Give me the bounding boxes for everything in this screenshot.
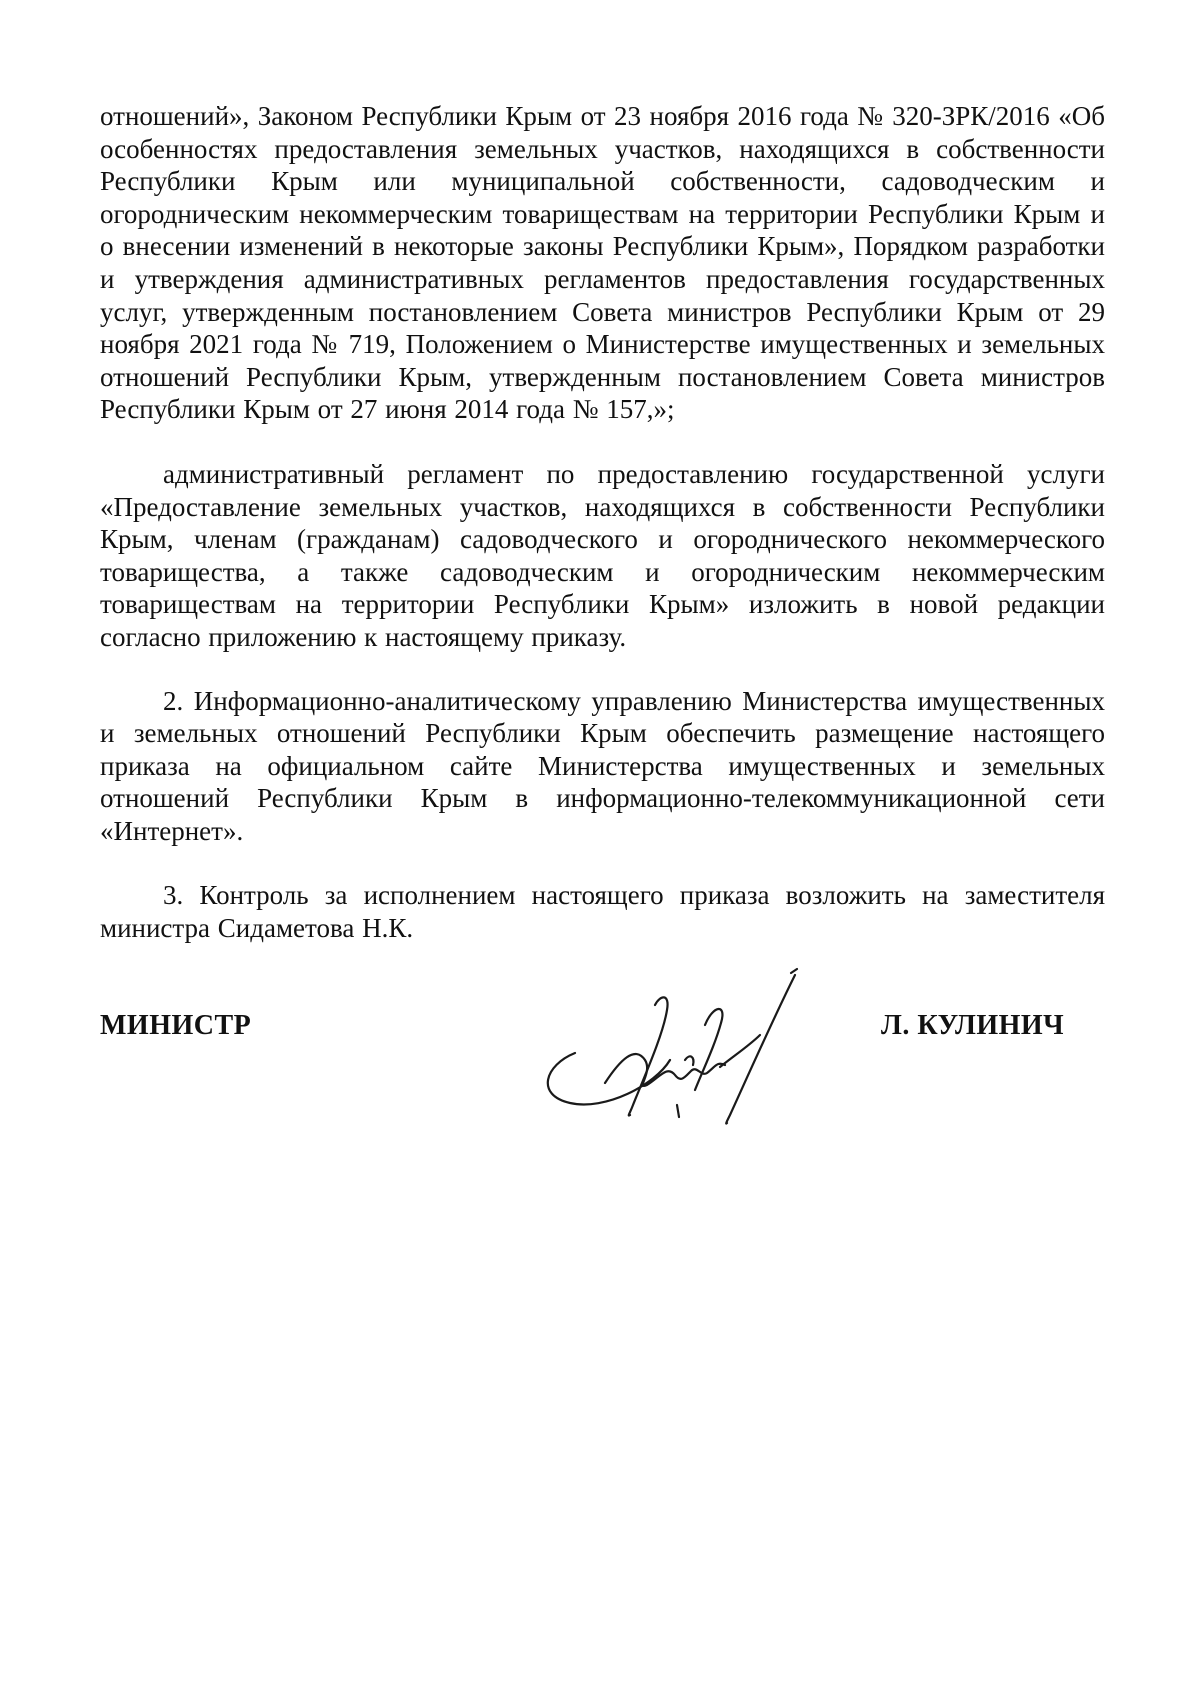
paragraph-item-2-publication: 2. Информационно-аналитическому управлению Министерства имущественных и земельных отношений Республики Крым обеспечить размещение настоящего приказа на официальном сайте Министерства имущественных и земельных отношений Республики Крым в информационно-телекоммуникационной сети «Интернет». bbox=[100, 685, 1105, 846]
paragraph-regulation-amendment: административный регламент по предоставлению государственной услуги «Предоставление земельных участков, находящихся в собственности Республики Крым, членам (гражданам) садоводческого и огороднического некоммерческого товарищества, а также садоводческим и огородническим некоммерческим товариществам на территории Республики Крым» изложить в новой редакции согласно приложению к настоящему приказу. bbox=[100, 458, 1105, 652]
handwritten-signature-icon bbox=[535, 965, 835, 1135]
paragraph-item-3-control: 3. Контроль за исполнением настоящего приказа возложить на заместителя министра Сидаметова Н.К. bbox=[100, 880, 1105, 944]
signatory-name: Л. КУЛИНИЧ bbox=[881, 1010, 1065, 1041]
document-body bbox=[100, 100, 1105, 945]
signatory-role: МИНИСТР bbox=[100, 1010, 252, 1041]
paragraph-legal-basis: отношений», Законом Республики Крым от 23 ноября 2016 года № 320-ЗРК/2016 «Об особенностях предоставления земельных участков, находящихся в собственности Республики Крым или муниципальной собственности, садоводческим и огородническим некоммерческим товариществам на территории Республики Крым и о внесении изменений в некоторые законы Республики Крым», Порядком разработки и утверждения административных регламентов предоставления государственных услуг, утвержденным постановлением Совета министров Республики Крым от 29 ноября 2021 года № 719, Положением о Министерстве имущественных и земельных отношений Республики Крым, утвержденным постановлением Совета министров Республики Крым от 27 июня 2014 года № 157,»; bbox=[100, 101, 1105, 425]
